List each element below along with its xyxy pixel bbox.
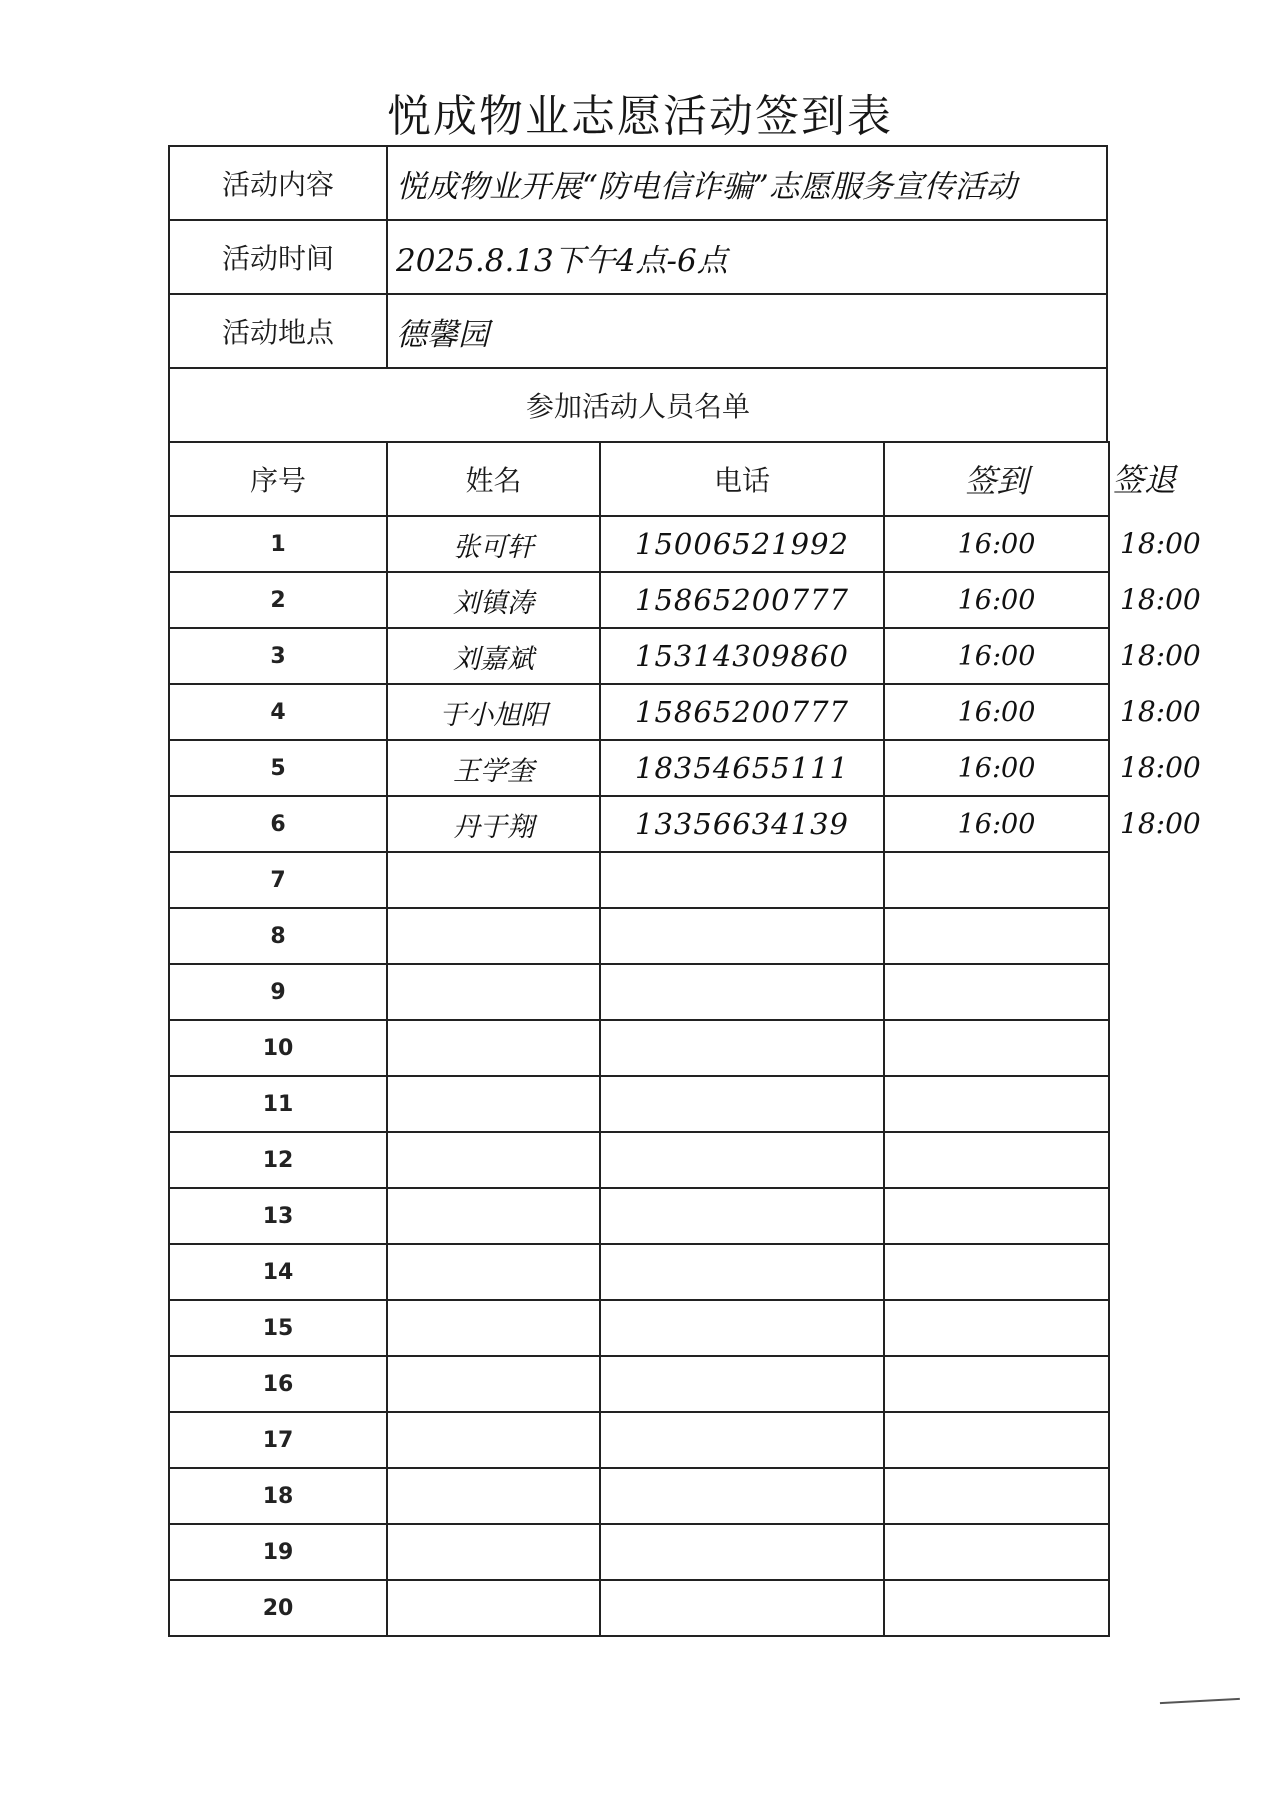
participant-phone	[600, 852, 884, 908]
activity-content-value: 悦成物业开展“防电信诈骗”志愿服务宣传活动	[396, 168, 1017, 205]
row-number: 7	[169, 852, 387, 908]
participant-name	[387, 964, 600, 1020]
table-row	[169, 964, 1109, 1020]
signout-time: 18:00	[1120, 582, 1201, 616]
participant-phone: 18354655111	[600, 740, 884, 796]
signin-time	[884, 1244, 1109, 1300]
row-number: 14	[169, 1244, 387, 1300]
page-title: 悦成物业志愿活动签到表	[387, 91, 893, 142]
participant-phone: 15314309860	[600, 628, 884, 684]
signout-time: 18:00	[1120, 806, 1201, 840]
participant-name	[387, 1412, 600, 1468]
participant-phone	[600, 908, 884, 964]
header-phone: 电话	[600, 442, 884, 516]
signin-time	[884, 1580, 1109, 1636]
participant-name	[387, 1132, 600, 1188]
table-row	[169, 1356, 1109, 1412]
participant-phone	[600, 1188, 884, 1244]
signin-time: 16:00	[884, 796, 1109, 852]
participant-phone	[600, 1020, 884, 1076]
participant-phone	[600, 1580, 884, 1636]
signin-time	[884, 1412, 1109, 1468]
participant-name	[387, 1188, 600, 1244]
row-number: 2	[169, 572, 387, 628]
header-signin: 签到	[884, 442, 1109, 516]
signout-time: 18:00	[1120, 526, 1201, 560]
participant-phone	[600, 1356, 884, 1412]
row-number: 11	[169, 1076, 387, 1132]
participant-name: 丹于翔	[387, 796, 600, 852]
signout-time: 18:00	[1120, 694, 1201, 728]
participant-name	[387, 1076, 600, 1132]
signout-header: 签退	[1112, 461, 1177, 499]
participant-phone	[600, 1412, 884, 1468]
participant-name	[387, 1524, 600, 1580]
row-number: 6	[169, 796, 387, 852]
signout-time: 18:00	[1120, 750, 1201, 784]
activity-place-value: 德馨园	[396, 316, 489, 353]
signin-time: 16:00	[884, 572, 1109, 628]
activity-place-row	[168, 293, 1108, 367]
participant-name	[387, 1580, 600, 1636]
table-row	[169, 1244, 1109, 1300]
row-number: 15	[169, 1300, 387, 1356]
table-row	[169, 628, 1109, 684]
table-row	[169, 516, 1109, 572]
row-number: 10	[169, 1020, 387, 1076]
header-no: 序号	[169, 442, 387, 516]
signin-time	[884, 1188, 1109, 1244]
activity-content-row	[168, 145, 1108, 219]
participant-phone	[600, 1300, 884, 1356]
activity-time-label: 活动时间	[170, 221, 388, 293]
row-number: 4	[169, 684, 387, 740]
row-number: 9	[169, 964, 387, 1020]
table-row	[169, 1468, 1109, 1524]
row-number: 5	[169, 740, 387, 796]
table-row	[169, 1524, 1109, 1580]
row-number: 3	[169, 628, 387, 684]
participant-name	[387, 852, 600, 908]
participant-rows	[169, 516, 1109, 1636]
participant-name: 张可轩	[387, 516, 600, 572]
signin-time	[884, 908, 1109, 964]
table-row	[169, 1020, 1109, 1076]
signin-time	[884, 1020, 1109, 1076]
signin-time	[884, 1300, 1109, 1356]
table-row	[169, 1580, 1109, 1636]
table-row	[169, 740, 1109, 796]
participant-list-heading: 参加活动人员名单	[168, 367, 1108, 441]
participant-name	[387, 1356, 600, 1412]
row-number: 1	[169, 516, 387, 572]
table-row	[169, 908, 1109, 964]
table-row	[169, 1188, 1109, 1244]
participant-name	[387, 1300, 600, 1356]
table-row	[169, 796, 1109, 852]
participant-phone	[600, 1076, 884, 1132]
pen-stroke-mark	[1160, 1698, 1240, 1708]
signin-time	[884, 964, 1109, 1020]
participant-phone	[600, 1468, 884, 1524]
activity-time-value: 2025.8.13下午4点-6点	[396, 242, 728, 279]
participant-phone	[600, 1132, 884, 1188]
signin-time	[884, 1076, 1109, 1132]
row-number: 20	[169, 1580, 387, 1636]
participant-name	[387, 1020, 600, 1076]
signin-time: 16:00	[884, 684, 1109, 740]
participant-phone	[600, 1244, 884, 1300]
table-row	[169, 1076, 1109, 1132]
table-row	[169, 1300, 1109, 1356]
table-row	[169, 684, 1109, 740]
signin-time: 16:00	[884, 740, 1109, 796]
row-number: 12	[169, 1132, 387, 1188]
participant-name: 刘嘉斌	[387, 628, 600, 684]
signin-time	[884, 1356, 1109, 1412]
row-number: 13	[169, 1188, 387, 1244]
table-row	[169, 1132, 1109, 1188]
signin-time	[884, 1524, 1109, 1580]
activity-time-row	[168, 219, 1108, 293]
signin-time: 16:00	[884, 516, 1109, 572]
participant-phone	[600, 964, 884, 1020]
participant-phone: 15865200777	[600, 572, 884, 628]
participant-name	[387, 908, 600, 964]
signout-column	[1120, 515, 1240, 851]
row-number: 19	[169, 1524, 387, 1580]
participant-phone: 13356634139	[600, 796, 884, 852]
signin-time	[884, 1468, 1109, 1524]
signin-time	[884, 852, 1109, 908]
participant-table	[168, 441, 1110, 1637]
table-row	[169, 1412, 1109, 1468]
signin-time	[884, 1132, 1109, 1188]
participant-phone: 15006521992	[600, 516, 884, 572]
signout-time: 18:00	[1120, 638, 1201, 672]
participant-name: 于小旭阳	[387, 684, 600, 740]
participant-name: 刘镇涛	[387, 572, 600, 628]
row-number: 17	[169, 1412, 387, 1468]
row-number: 8	[169, 908, 387, 964]
participant-name	[387, 1468, 600, 1524]
row-number: 16	[169, 1356, 387, 1412]
row-number: 18	[169, 1468, 387, 1524]
table-header-row	[169, 442, 1109, 516]
table-row	[169, 572, 1109, 628]
table-row	[169, 852, 1109, 908]
header-name: 姓名	[387, 442, 600, 516]
activity-place-label: 活动地点	[170, 295, 388, 367]
participant-name	[387, 1244, 600, 1300]
signin-time: 16:00	[884, 628, 1109, 684]
participant-name: 王学奎	[387, 740, 600, 796]
participant-phone: 15865200777	[600, 684, 884, 740]
activity-content-label: 活动内容	[170, 147, 388, 219]
participant-phone	[600, 1524, 884, 1580]
